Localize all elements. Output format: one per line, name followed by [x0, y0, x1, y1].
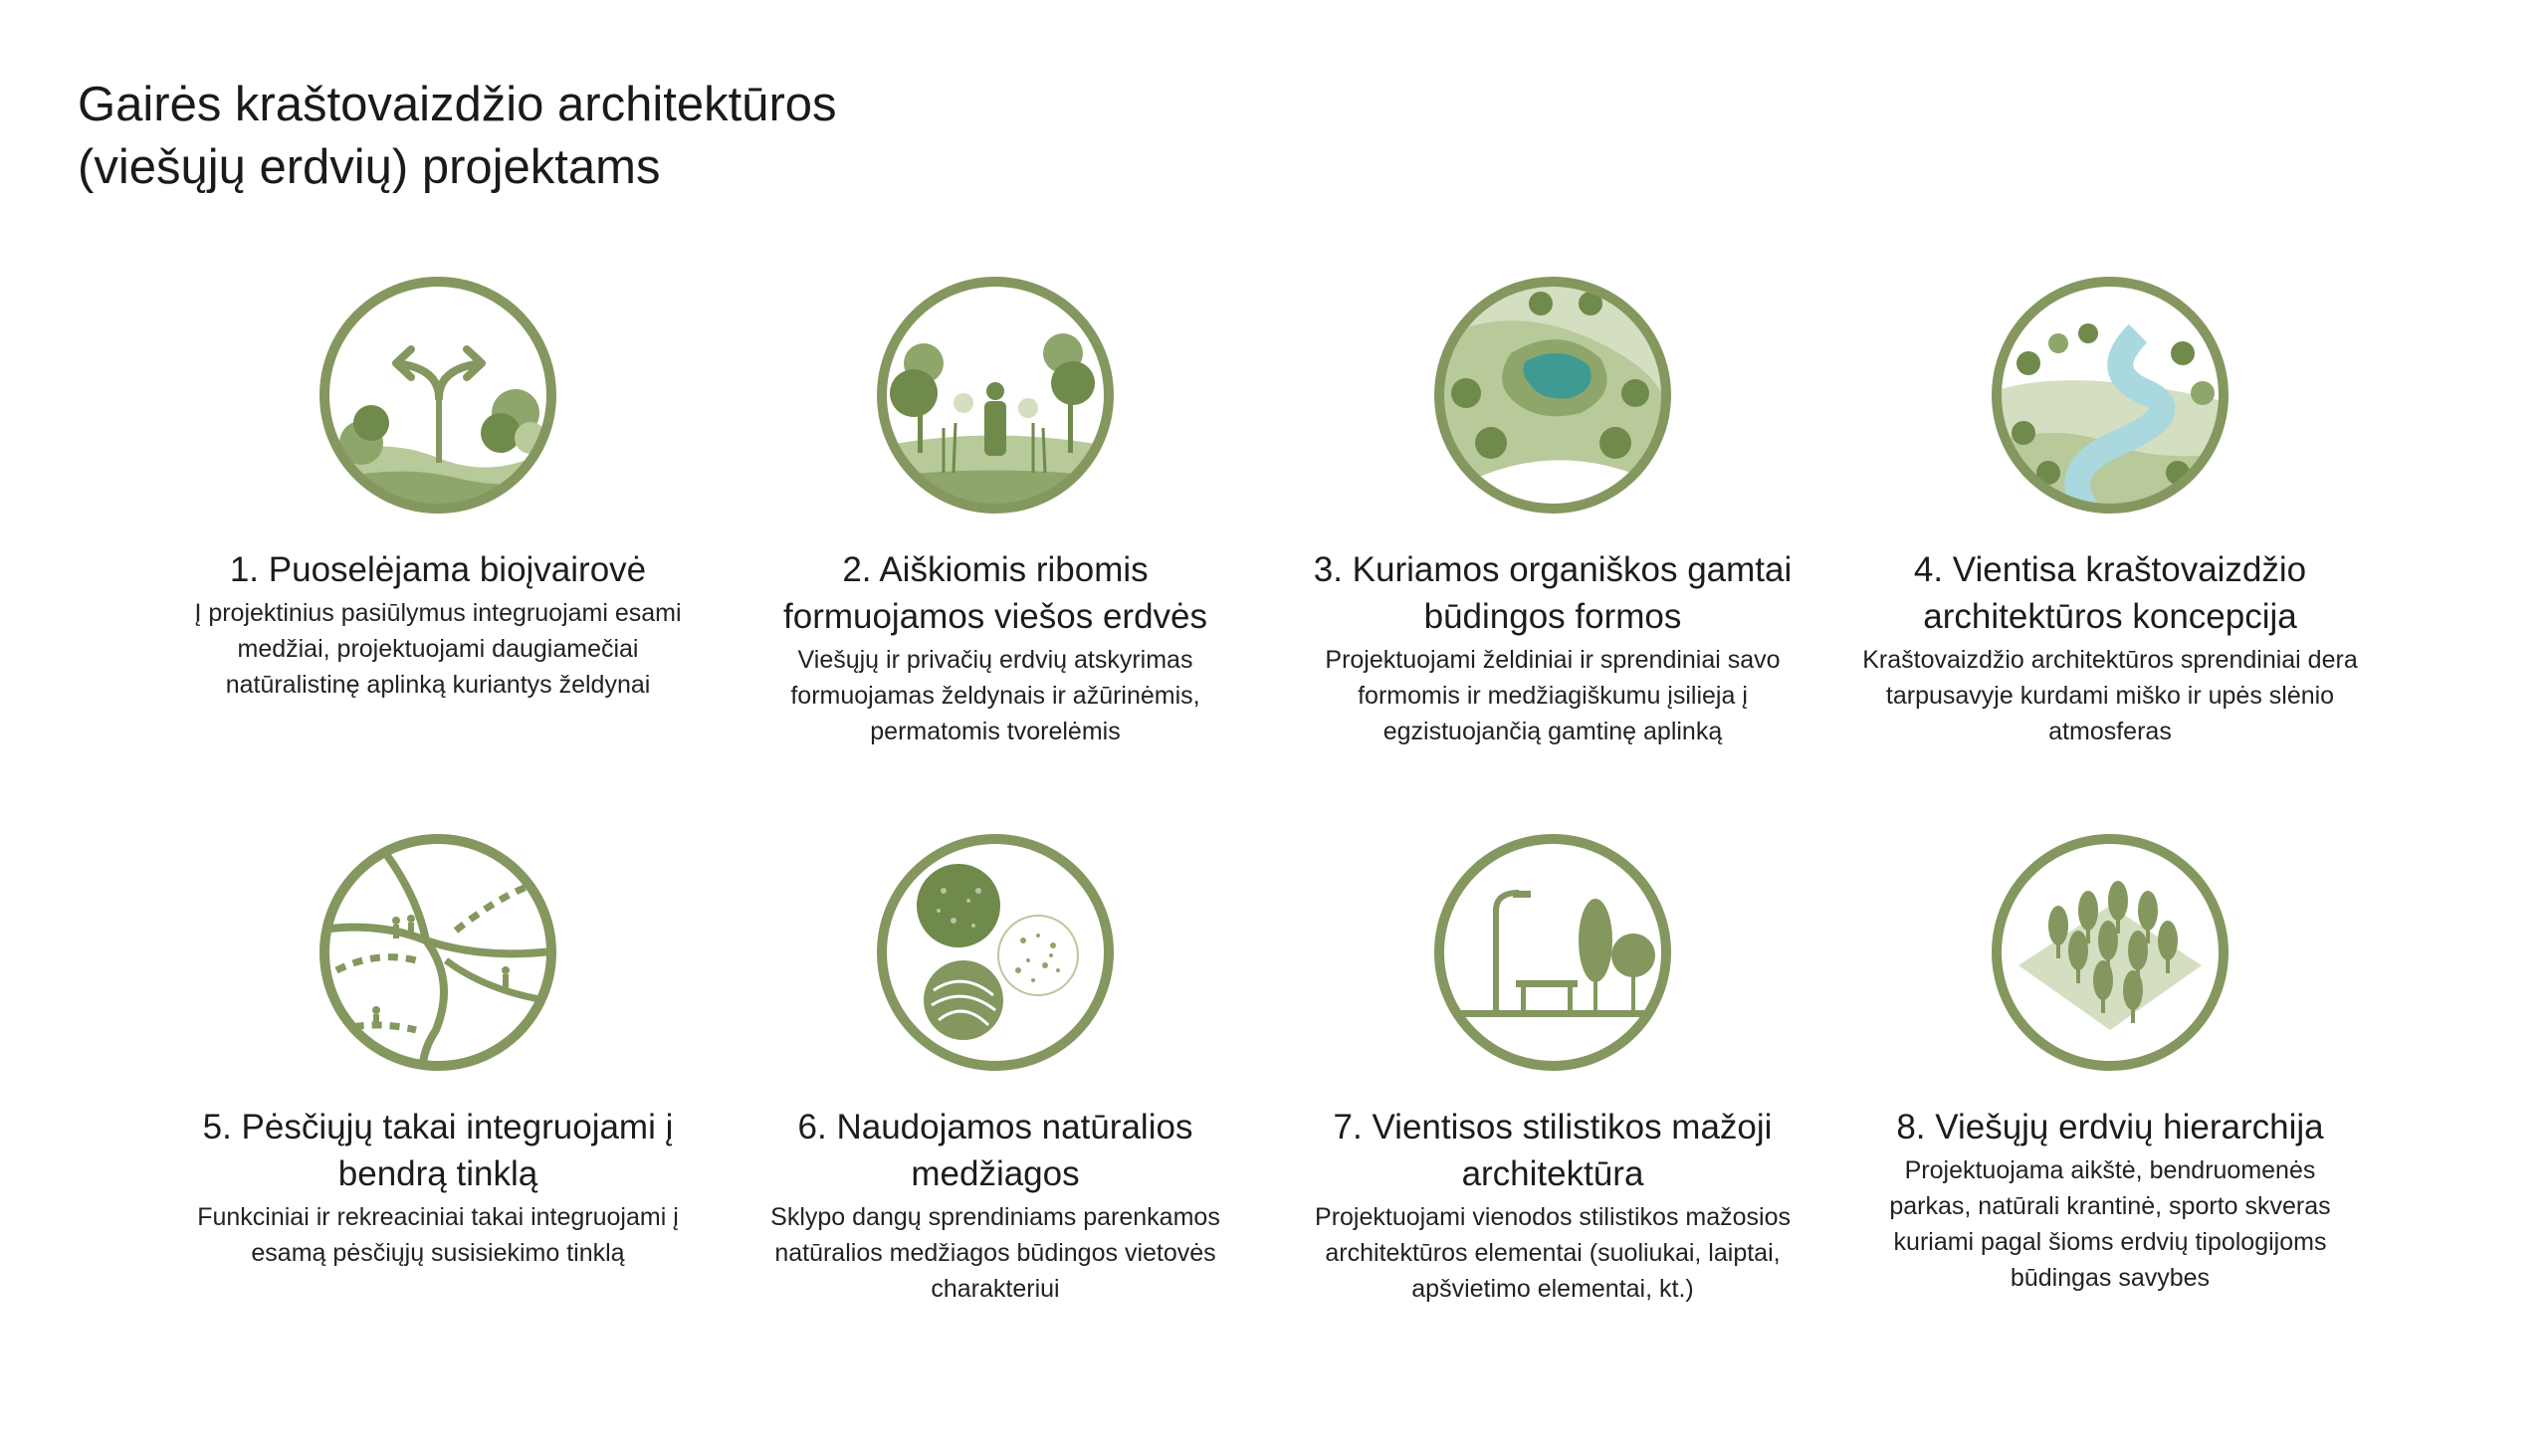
guideline-title: 4. Vientisa kraštovaizdžio architektūros koncepcija	[1913, 550, 2307, 636]
path-network-icon	[317, 831, 559, 1074]
guideline-description: Projektuojama aikštė, bendruomenės parkas, natūrali krantinė, sporto skveras kuriami pagal šioms erdvių tipologijoms būdingas savybes	[1889, 1156, 2331, 1292]
arrows-fork-icon	[317, 274, 559, 517]
guideline-description: Projektuojami želdiniai ir sprendiniai savo formomis ir medžiagiškumu įsilieja į egzistuojančią gamtinę aplinką	[1325, 646, 1781, 745]
guidelines-grid	[159, 269, 2389, 1393]
guideline-title: 6. Naudojamos natūralios medžiagos	[797, 1108, 1193, 1193]
guideline-title: 8. Viešųjų erdvių hierarchija	[1896, 1108, 2324, 1146]
guideline-title: 7. Vientisos stilistikos mažoji architektūra	[1333, 1108, 1773, 1193]
guideline-description: Sklypo dangų sprendiniams parenkamos natūralios medžiagos būdingos vietovės charakteriui	[770, 1203, 1220, 1303]
tree-grid-icon	[1989, 831, 2231, 1074]
guideline-card-1	[159, 269, 717, 826]
guideline-title: 2. Aiškiomis ribomis formuojamos viešos erdvės	[783, 550, 1207, 636]
trees-person-icon	[874, 274, 1117, 517]
guideline-card-2	[717, 269, 1274, 826]
guideline-description: Funkciniai ir rekreaciniai takai integruojami į esamą pėsčiųjų susisiekimo tinklą	[197, 1203, 679, 1267]
material-textures-icon	[874, 831, 1117, 1074]
pond-organic-icon	[1431, 274, 1674, 517]
guideline-card-3	[1274, 269, 1831, 826]
guideline-title: 5. Pėsčiųjų takai integruojami į bendrą tinklą	[202, 1108, 674, 1193]
page-title: Gairės kraštovaizdžio architektūros (viešųjų erdvių) projektams	[78, 78, 837, 194]
guideline-title: 3. Kuriamos organiškos gamtai būdingos formos	[1313, 550, 1793, 636]
guideline-description: Kraštovaizdžio architektūros sprendiniai dera tarpusavyje kurdami miško ir upės slėnio atmosferas	[1862, 646, 2358, 745]
guideline-title: 1. Puoselėjama bioįvairovė	[229, 550, 647, 589]
street-furniture-icon	[1431, 831, 1674, 1074]
guideline-card-7	[1274, 826, 1831, 1383]
guideline-card-5	[159, 826, 717, 1383]
guideline-description: Viešųjų ir privačių erdvių atskyrimas formuojamas želdynais ir ažūrinėmis, permatomis tvorelėmis	[790, 646, 1200, 745]
guideline-description: Į projektinius pasiūlymus integruojami esami medžiai, projektuojami daugiamečiai natūralistinę aplinką kuriantys želdynai	[194, 599, 682, 699]
guideline-description: Projektuojami vienodos stilistikos mažosios architektūros elementai (suoliukai, laiptai, apšvietimo elementai, kt.)	[1315, 1203, 1791, 1303]
guideline-card-8	[1831, 826, 2389, 1383]
guideline-card-6	[717, 826, 1274, 1383]
river-valley-icon	[1989, 274, 2231, 517]
guideline-card-4	[1831, 269, 2389, 826]
